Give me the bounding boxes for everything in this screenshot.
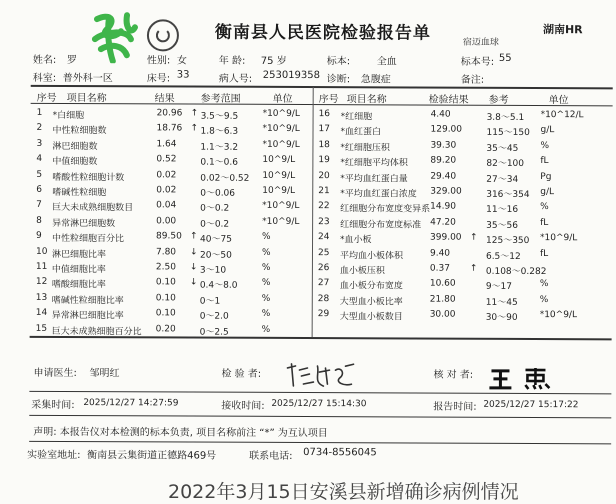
- right-results-table: [1, 0, 616, 1]
- receive-value: 2025/12/27 15:14:30: [271, 399, 366, 409]
- right-row-unit: *10^9/L: [540, 310, 577, 325]
- right-row-range: 0.108～0.282: [486, 264, 547, 279]
- right-row-result: 4.40: [431, 110, 451, 125]
- right-row-result: 21.80: [430, 294, 456, 309]
- left-row-flag: ↑: [190, 232, 198, 247]
- green-scribble-redaction: [87, 9, 139, 63]
- gender-label: 性别:: [147, 51, 170, 66]
- th-no-2: 序号: [319, 90, 339, 105]
- left-row-result: 0.10: [156, 309, 176, 324]
- left-row-result: 0.20: [156, 324, 176, 339]
- left-row-unit: %: [262, 263, 271, 278]
- left-row-no: 10: [36, 246, 48, 261]
- age-value: 75 岁: [261, 52, 287, 67]
- left-row-unit: %: [262, 278, 271, 293]
- checker-signature: [283, 360, 363, 390]
- left-row-result: 0.02: [156, 170, 176, 185]
- left-row-no: 12: [36, 277, 48, 292]
- right-row-item: *红细胞平均体积: [340, 155, 408, 170]
- left-row-result: 0.02: [156, 185, 176, 200]
- phone-label: 联系电话:: [249, 447, 292, 462]
- right-row-no: 17: [318, 124, 330, 139]
- right-row-no: 28: [318, 294, 330, 309]
- report-label: 报告时间:: [433, 398, 476, 413]
- left-row-unit: %: [262, 247, 271, 262]
- right-row-result: 10.60: [430, 279, 456, 294]
- dept-label: 科室:: [33, 69, 56, 84]
- right-row-result: 39.30: [430, 140, 456, 155]
- right-row-flag: ↑: [470, 233, 478, 248]
- left-row-flag: ↑: [191, 109, 199, 124]
- left-row-item: 嗜酸细胞比率: [52, 277, 106, 292]
- left-row-result: 1.64: [156, 139, 176, 154]
- left-row-unit: *10^9/L: [262, 201, 299, 216]
- right-row-no: 16: [319, 109, 331, 124]
- right-row-no: 19: [318, 155, 330, 170]
- left-row-item: 中值细胞数: [52, 154, 97, 169]
- left-row-result: 18.76: [156, 124, 182, 139]
- left-row-no: 7: [36, 200, 42, 215]
- doctor-value: 邹明红: [89, 364, 119, 379]
- doctor-label: 申请医生:: [33, 364, 76, 379]
- left-row-unit: *10^9/L: [262, 140, 299, 155]
- diagnosis-label: 诊断:: [327, 70, 350, 85]
- remarks-label: 备注:: [461, 71, 484, 86]
- right-row-result: 129.00: [430, 125, 462, 140]
- left-row-item: 淋巴细胞数: [52, 139, 97, 154]
- left-row-range: 0～0.2: [200, 201, 229, 216]
- right-row-no: 29: [318, 309, 330, 324]
- left-row-no: 5: [36, 169, 42, 184]
- th-range: 参考范围: [201, 90, 241, 105]
- left-row-unit: %: [262, 294, 271, 309]
- left-row-range: 3.5～9.5: [201, 109, 239, 124]
- specimen-label: 标本:: [327, 52, 350, 67]
- right-row-item: *平均血红蛋白浓度: [340, 186, 417, 201]
- right-row-unit: Pg: [540, 172, 551, 187]
- th-range-2: 参考: [489, 91, 509, 106]
- right-row-unit: %: [540, 279, 549, 294]
- left-row-range: 0～0.2: [200, 216, 229, 231]
- right-row-unit: fL: [540, 156, 548, 171]
- right-row-item: *平均血红蛋白量: [340, 171, 408, 186]
- left-row-result: 0.52: [156, 155, 176, 170]
- right-row-range: 6.5～12: [486, 248, 521, 263]
- hospital-logo-icon: [147, 19, 179, 51]
- right-row-range: 3.8～5.1: [487, 110, 525, 125]
- address-value: 衡南县云集街道正德路469号: [87, 446, 216, 462]
- disclaimer-note: 声明: 本报告仪对本检测的标本负责, 项目名称前注 “*” 为互认项目: [33, 423, 328, 439]
- left-row-unit: %: [262, 309, 271, 324]
- sample-note: 宿迈血球: [463, 35, 499, 48]
- right-row-range: 35～45: [486, 141, 518, 156]
- right-row-range: 316～354: [486, 187, 529, 202]
- right-row-no: 25: [318, 248, 330, 263]
- right-row-unit: %: [540, 295, 549, 310]
- th-unit-2: 单位: [549, 91, 569, 106]
- gender-value: 女: [177, 51, 187, 66]
- left-row-no: 8: [36, 216, 42, 231]
- left-row-result: 89.50: [156, 232, 182, 247]
- left-row-result: 0.00: [156, 216, 176, 231]
- left-row-no: 3: [36, 139, 42, 154]
- right-row-item: 血小板分布宽度: [340, 279, 403, 294]
- right-row-item: *红细胞压积: [340, 140, 390, 155]
- right-row-result: 29.40: [430, 171, 456, 186]
- left-row-range: 40～75: [200, 232, 232, 247]
- left-row-unit: %: [262, 324, 271, 339]
- left-row-range: 0.02～0.52: [200, 170, 249, 185]
- age-label: 年 龄:: [219, 52, 246, 67]
- left-row-unit: *10^9/L: [262, 124, 299, 139]
- left-row-range: 3～10: [200, 263, 226, 278]
- left-row-flag: ↓: [190, 247, 198, 262]
- right-row-no: 22: [318, 201, 330, 216]
- right-row-result: 0.37: [430, 264, 450, 279]
- table-center-divider: [312, 87, 314, 337]
- footer-rule: [29, 441, 611, 445]
- right-row-range: 35～56: [486, 218, 518, 233]
- right-row-result: 329.00: [430, 187, 462, 202]
- bed-label: 床号:: [147, 69, 170, 84]
- right-row-result: 30.00: [430, 310, 456, 325]
- left-row-unit: %: [262, 232, 271, 247]
- specimen-value: 全血: [377, 52, 397, 67]
- left-row-result: 0.04: [156, 201, 176, 216]
- left-row-range: 0.1～0.6: [200, 155, 238, 170]
- right-row-item: *红细胞: [341, 109, 373, 124]
- times-rule: [29, 391, 611, 395]
- left-row-item: 异常淋巴细胞比率: [52, 308, 124, 323]
- left-row-no: 11: [36, 262, 48, 277]
- left-row-item: 中值细胞比率: [52, 262, 106, 277]
- right-row-unit: %: [540, 141, 549, 156]
- collect-label: 采集时间:: [31, 396, 74, 411]
- left-row-unit: 10^9/L: [262, 155, 295, 170]
- right-row-result: 14.90: [430, 202, 456, 217]
- right-row-no: 24: [318, 232, 330, 247]
- left-row-unit: *10^9/L: [263, 109, 300, 124]
- bed-value: 33: [177, 69, 190, 80]
- right-row-flag: ↑: [470, 264, 478, 279]
- right-row-range: 9～17: [486, 279, 512, 294]
- left-row-flag: ↓: [190, 263, 198, 278]
- right-row-item: 平均血小板体积: [340, 248, 403, 263]
- right-row-item: *血小板: [340, 232, 372, 247]
- checker-label: 检 验 者:: [221, 365, 261, 380]
- dept-value: 普外科一区: [63, 69, 113, 84]
- receive-label: 接收时间:: [221, 397, 264, 412]
- left-row-no: 13: [36, 293, 48, 308]
- right-row-unit: *10^9/L: [540, 233, 577, 248]
- left-row-range: 1.8～6.3: [200, 124, 238, 139]
- th-no: 序号: [37, 89, 57, 104]
- collect-value: 2025/12/27 14:27:59: [83, 398, 178, 408]
- left-row-no: 4: [36, 154, 42, 169]
- left-row-range: 0～0.06: [200, 186, 235, 201]
- left-row-item: 中性粒细胞百分比: [52, 231, 124, 246]
- right-row-range: 82～100: [486, 156, 524, 171]
- right-row-range: 125～350: [486, 233, 529, 248]
- right-row-item: 大型血小板比率: [340, 294, 403, 309]
- patient-no-label: 病人号:: [219, 70, 252, 85]
- right-row-item: 血小板压积: [340, 263, 385, 278]
- report-value: 2025/12/27 15:17:22: [483, 400, 578, 410]
- right-row-unit: fL: [540, 249, 548, 264]
- name-value: 罗: [67, 51, 77, 66]
- left-results-table: [1, 0, 616, 1]
- right-row-range: 11～16: [486, 202, 518, 217]
- right-row-range: 30～90: [486, 310, 518, 325]
- patient-no-value: 253019358: [263, 70, 320, 81]
- name-label: 姓名:: [33, 51, 56, 66]
- right-row-item: 红细胞分布宽度变异系: [340, 202, 430, 217]
- left-row-item: 嗜碱性粒细胞: [52, 185, 106, 200]
- left-row-item: 中性粒细胞数: [52, 123, 106, 138]
- left-row-item: 异常淋巴细胞数: [52, 216, 115, 231]
- th-item: 项目名称: [67, 89, 107, 104]
- th-result: 结果: [155, 89, 175, 104]
- left-row-no: 2: [36, 123, 42, 138]
- right-row-result: 89.20: [430, 156, 456, 171]
- right-row-unit: fL: [540, 218, 548, 233]
- right-row-item: 红细胞分布宽度标准: [340, 217, 421, 232]
- right-row-range: 115～150: [486, 125, 529, 140]
- right-row-range: 11～45: [486, 295, 518, 310]
- left-row-item: 淋巴细胞比率: [52, 247, 106, 262]
- left-row-unit: *10^9/L: [262, 217, 299, 232]
- right-row-unit: g/L: [540, 187, 554, 202]
- right-row-unit: *10^12/L: [541, 110, 584, 125]
- right-row-result: 9.40: [430, 248, 450, 263]
- left-row-flag: ↓: [190, 278, 198, 293]
- reviewer-signature: [487, 365, 559, 391]
- left-row-range: 0.4～8.0: [200, 278, 238, 293]
- th-unit: 单位: [273, 90, 293, 105]
- right-row-no: 26: [318, 263, 330, 278]
- right-row-no: 18: [318, 140, 330, 155]
- reviewer-label: 核 对 者:: [433, 366, 473, 381]
- table-top-rule: [31, 85, 613, 90]
- left-row-unit: 10^9/L: [262, 186, 295, 201]
- left-row-range: 0～2.5: [200, 324, 229, 339]
- right-row-item: *血红蛋白: [340, 125, 381, 140]
- left-row-result: 0.10: [156, 278, 176, 293]
- right-row-no: 21: [318, 186, 330, 201]
- left-row-item: 巨大未成熟细胞百分比: [52, 324, 142, 339]
- left-row-no: 15: [36, 323, 48, 338]
- left-row-range: 20～50: [200, 247, 232, 262]
- right-row-result: 399.00: [430, 233, 462, 248]
- right-row-result: 47.20: [430, 217, 456, 232]
- right-row-item: 大型血小板数目: [340, 309, 403, 324]
- phone-value: 0734-8556045: [303, 447, 377, 458]
- right-row-unit: %: [540, 202, 549, 217]
- note-rule: [29, 415, 611, 419]
- corner-label: 湖南HR: [543, 21, 583, 37]
- right-row-no: 20: [318, 171, 330, 186]
- left-row-item: 嗜酸性粒细胞计数: [52, 170, 124, 185]
- left-row-range: 0～1: [200, 293, 221, 308]
- address-label: 实验室地址:: [27, 446, 80, 461]
- left-row-range: 1.1～3.2: [200, 139, 238, 154]
- left-row-unit: 10^9/L: [262, 170, 295, 185]
- report-title: 衡南县人民医院检验报告单: [215, 18, 431, 44]
- right-row-unit: g/L: [540, 125, 554, 140]
- left-row-item: 嗜碱性粒细胞比率: [52, 293, 124, 308]
- left-row-item: *白细胞: [53, 108, 85, 123]
- left-row-range: 0～2.0: [200, 309, 229, 324]
- right-row-no: 27: [318, 278, 330, 293]
- left-row-item: 巨大未成熟细胞数目: [52, 200, 133, 215]
- left-row-no: 6: [36, 185, 42, 200]
- specimen-no-label: 标本号:: [461, 53, 494, 68]
- specimen-no-value: 55: [499, 53, 512, 64]
- th-result-2: 检验结果: [429, 91, 469, 106]
- diagnosis-value: 急腹症: [361, 70, 391, 85]
- left-row-result: 2.50: [156, 262, 176, 277]
- right-row-no: 23: [318, 217, 330, 232]
- left-row-no: 9: [36, 231, 42, 246]
- left-row-no: 14: [36, 308, 48, 323]
- left-row-no: 1: [37, 108, 43, 123]
- bottom-caption: 2022年3月15日安溪县新增确诊病例情况: [168, 477, 519, 504]
- right-row-range: 27～34: [486, 171, 518, 186]
- th-item-2: 项目名称: [347, 90, 387, 105]
- left-row-flag: ↑: [190, 124, 198, 139]
- left-row-result: 7.80: [156, 247, 176, 262]
- left-row-result: 20.96: [157, 108, 183, 123]
- left-row-result: 0.10: [156, 293, 176, 308]
